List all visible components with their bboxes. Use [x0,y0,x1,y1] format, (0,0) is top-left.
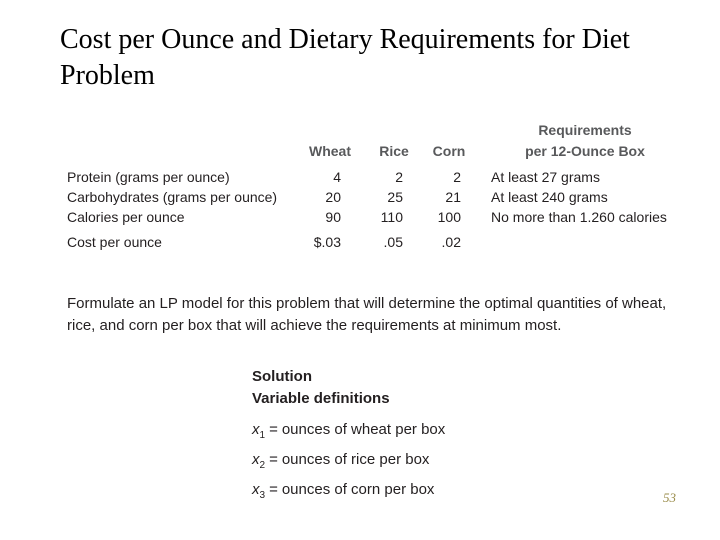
row-calories-requirement: No more than 1.260 calories [491,209,667,225]
solution-block [252,366,552,508]
slide-title: Cost per Ounce and Dietary Requirements for Diet Problem [60,24,630,91]
header-requirements-line1: Requirements [538,122,632,138]
row-protein-wheat: 4 [333,169,341,185]
row-cost-label: Cost per ounce [67,234,162,250]
row-cost-corn: .02 [441,234,461,250]
row-calories-rice: 110 [380,209,403,225]
variable-definitions-heading: Variable definitions [252,390,390,407]
row-carbohydrates-corn: 21 [445,189,461,205]
header-wheat: Wheat [309,143,351,159]
variable-symbol: $x_3$ [252,481,266,501]
problem-prompt: Formulate an LP model for this problem that will determine the optimal quantities of wheat, rice, and corn per box that will achieve the requirements at minimum most. [67,295,667,334]
row-carbohydrates-label: Carbohydrates (grams per ounce) [67,189,278,205]
definition-x3 [252,478,552,508]
row-protein-corn: 2 [453,169,461,185]
page-number: 53 [663,490,676,505]
header-requirements-line2: per 12-Ounce Box [525,143,645,159]
row-cost-rice: .05 [383,234,403,250]
variable-symbol: $x_1$ [252,421,266,441]
equals-sign: = [269,481,278,498]
definition-text: ounces of wheat per box [281,421,446,438]
row-carbohydrates-requirement: At least 240 grams [491,189,608,205]
row-calories-wheat: 90 [325,209,341,225]
equals-sign: = [269,451,278,468]
header-corn: Corn [432,143,466,159]
row-protein-rice: 2 [395,169,403,185]
row-cost-wheat: $.03 [313,234,341,250]
definition-x1 [252,418,552,448]
solution-heading: Solution [252,368,312,385]
row-carbohydrates-wheat: 20 [325,189,341,205]
header-rice: Rice [379,143,409,159]
row-protein-label: Protein (grams per ounce) [67,169,230,185]
variable-definitions-list [252,418,552,508]
variable-symbol: $x_2$ [252,451,266,471]
definition-text: ounces of rice per box [281,451,430,468]
definition-text: ounces of corn per box [281,481,435,498]
equals-sign: = [269,421,278,438]
row-calories-corn: 100 [437,209,461,225]
definition-x2 [252,448,552,478]
row-carbohydrates-rice: 25 [387,189,403,205]
row-calories-label: Calories per ounce [67,209,185,225]
row-protein-requirement: At least 27 grams [491,169,600,185]
requirements-table [67,120,687,260]
